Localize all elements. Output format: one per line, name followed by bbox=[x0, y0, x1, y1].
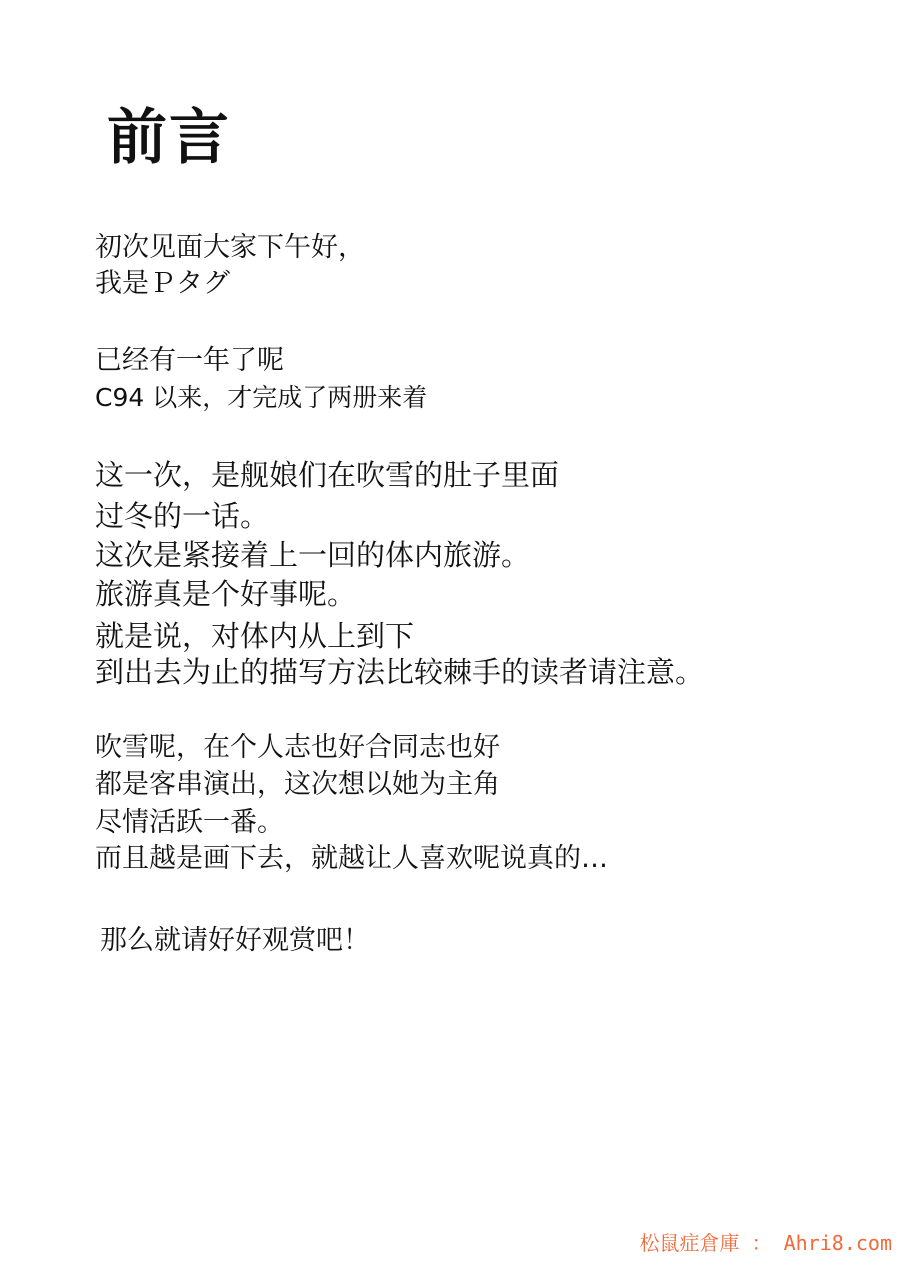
text-line: 过冬的一话。 bbox=[95, 499, 270, 533]
text-line: 那么就请好好观赏吧！ bbox=[100, 925, 370, 956]
text-line: 我是Ｐタグ bbox=[95, 268, 230, 299]
text-line: 已经有一年了呢 bbox=[95, 345, 284, 376]
text-line: 吹雪呢，在个人志也好合同志也好 bbox=[95, 732, 500, 763]
text-line: 就是说，对体内从上到下 bbox=[95, 619, 415, 653]
text-line: 初次见面大家下午好， bbox=[95, 232, 365, 263]
text-line: 尽情活跃一番。 bbox=[95, 807, 284, 838]
text-line: 到出去为止的描写方法比较棘手的读者请注意。 bbox=[95, 655, 705, 689]
text-line: 这一次，是舰娘们在吹雪的肚子里面 bbox=[95, 458, 560, 492]
text-line: 而且越是画下去，就越让人喜欢呢说真的… bbox=[95, 843, 608, 874]
text-line: 旅游真是个好事呢。 bbox=[95, 577, 357, 611]
text-line: C94 以来，才完成了两册来着 bbox=[95, 383, 428, 412]
page-title: 前言 bbox=[107, 103, 231, 173]
watermark: 松鼠症倉庫 ： Ahri8.com bbox=[639, 1231, 892, 1255]
text-line: 这次是紧接着上一回的体内旅游。 bbox=[95, 538, 531, 572]
text-line: 都是客串演出，这次想以她为主角 bbox=[95, 769, 500, 800]
